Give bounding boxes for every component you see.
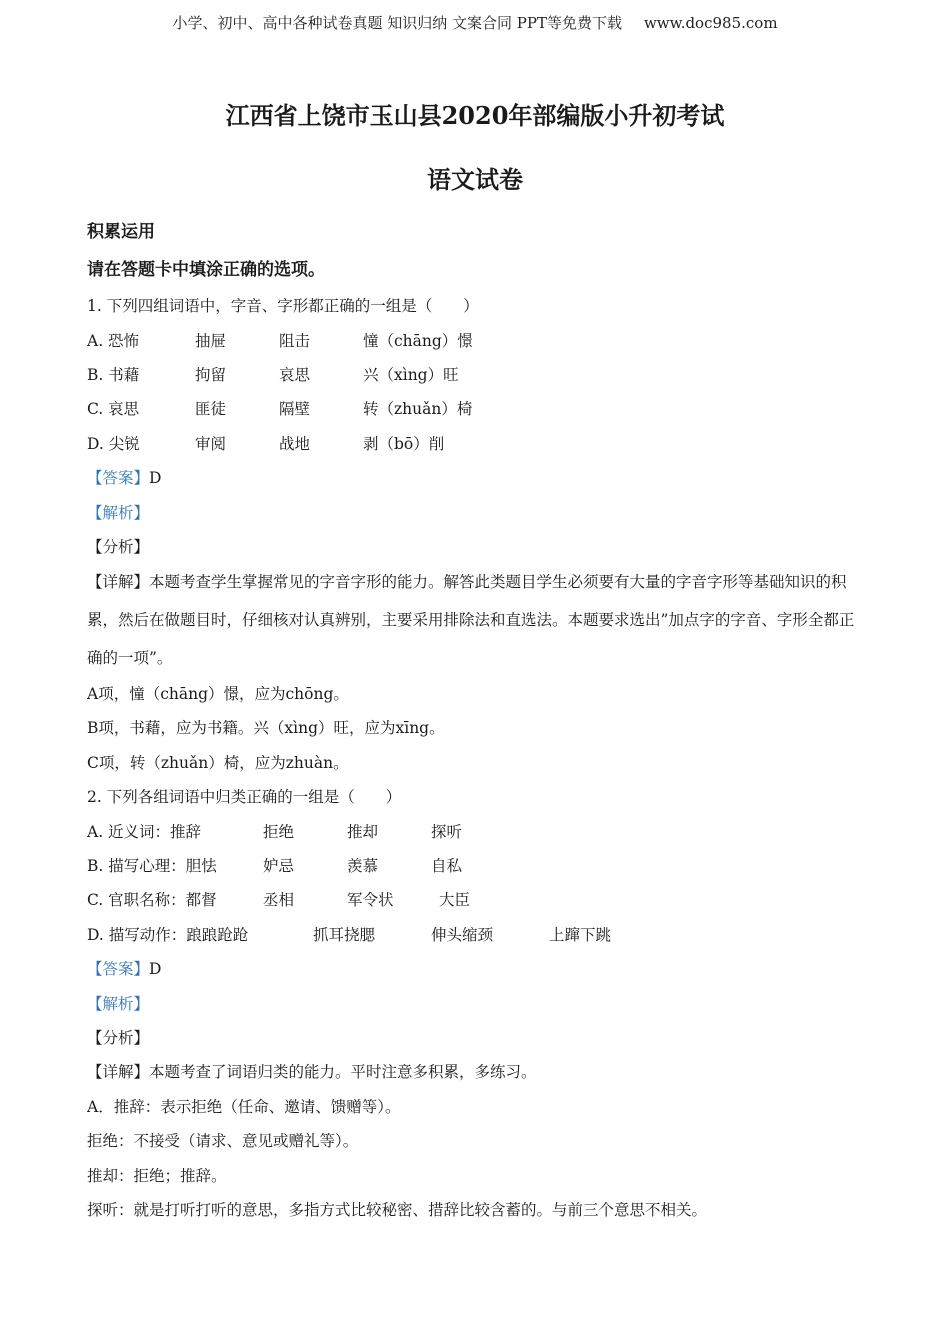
option-label: D. 描写动作：踉踉跄跄 [87,925,249,944]
answer-tag: 【答案】 [87,469,150,488]
option-word: 抽屉 [195,331,227,350]
option-word: 探听 [431,822,463,841]
option-word: 上蹿下跳 [549,925,612,944]
option-word: 羡慕 [347,857,379,876]
header-text: 小学、初中、高中各种试卷真题 知识归纳 文案合同 PPT等免费下载 [172,14,622,32]
option-label: C. 官职名称：都督 [87,891,217,910]
q2-fenxi-tag: 【分析】 [87,1029,150,1047]
document-subtitle: 语文试卷 [427,165,523,194]
answer-value: D [149,960,162,979]
option-word: 自私 [431,857,463,876]
q2-detail [87,1055,863,1089]
answer-value: D [149,469,162,488]
q1-answer [87,461,863,495]
q2-option-b [87,849,863,883]
detail-text: 本题考查了词语归类的能力。平时注意多积累，多练习。 [149,1063,537,1082]
option-word: 哀思 [279,365,311,384]
q1-option-a [87,324,863,358]
option-word: 拒绝 [263,822,295,841]
q1-fenxi-tag: 【分析】 [87,537,150,556]
answer-tag: 【答案】 [87,960,150,979]
document-title: 江西省上饶市玉山县2020年部编版小升初考试 [225,101,725,130]
q2-note: 拒绝：不接受（请求、意见或赠礼等）。 [87,1132,359,1151]
option-word: 推却 [347,822,379,841]
option-word: 军令状 [347,891,394,910]
q1-note: C项，转（zhuǎn）椅，应为zhuàn。 [87,753,349,772]
option-word: 大臣 [439,891,471,910]
option-word: 丞相 [263,891,295,910]
option-label: B. 描写心理：胆怯 [87,857,217,876]
section-instruction: 请在答题卡中填涂正确的选项。 [87,259,325,280]
option-word: 兴（xìng）旺 [363,365,459,384]
q1-option-c [87,392,863,426]
q2-analysis-tag: 【解析】 [87,994,150,1013]
q1-analysis-tag: 【解析】 [87,503,150,522]
section-heading: 积累运用 [87,222,155,242]
detail-text: 本题考查学生掌握常见的字音字形的能力。解答此类题目学生必须要有大量的字音字形等基础知识的积累，然后在做题目时，仔细核对认真辨别，主要采用排除法和直选法。本题要求选出”加点字的字音、字形全都正确的一项”。 [87,573,855,667]
q1-note: B项，书藉，应为书籍。兴（xìng）旺，应为xīng。 [87,719,445,738]
option-word: 匪徒 [195,400,227,419]
detail-tag: 【详解】 [87,1063,150,1082]
q2-option-d [87,918,863,952]
option-word: 拘留 [195,365,227,384]
q2-option-a [87,815,863,849]
option-label: A. 近义词：推辞 [87,822,202,841]
detail-tag: 【详解】 [87,573,150,592]
q1-option-b [87,358,863,392]
q2-note: 探听：就是打听打听的意思，多指方式比较秘密、措辞比较含蓄的。与前三个意思不相关。 [87,1200,708,1219]
q2-note: 推却：拒绝；推辞。 [87,1166,227,1185]
q2-option-c [87,883,863,917]
option-word: 抓耳挠腮 [313,925,376,944]
option-word: 剥（bō）削 [363,434,445,453]
option-word: 转（zhuǎn）椅 [363,400,473,419]
q2-note: A．推辞：表示拒绝（任命、邀请、馈赠等）。 [87,1097,401,1116]
option-label: D. 尖锐 [87,434,140,453]
q2-answer [87,952,863,986]
header-url[interactable]: www.doc985.com [643,14,778,32]
q1-option-d [87,427,863,461]
option-word: 阻击 [279,331,311,350]
q1-detail [87,564,863,677]
q1-note: A项，憧（chāng）憬，应为chōng。 [87,685,349,704]
option-word: 妒忌 [263,857,295,876]
option-label: A. 恐怖 [87,331,140,350]
option-word: 伸头缩颈 [431,925,494,944]
option-word: 憧（chāng）憬 [363,331,473,350]
option-label: C. 哀思 [87,400,140,419]
option-word: 战地 [279,434,311,453]
document-body [87,214,863,1227]
page-header [0,12,950,33]
option-label: B. 书藉 [87,365,140,384]
q1-stem: 1. 下列四组词语中，字音、字形都正确的一组是（ ） [87,297,479,316]
q2-stem: 2. 下列各组词语中归类正确的一组是（ ） [87,788,402,807]
option-word: 隔壁 [279,400,311,419]
option-word: 审阅 [195,434,227,453]
